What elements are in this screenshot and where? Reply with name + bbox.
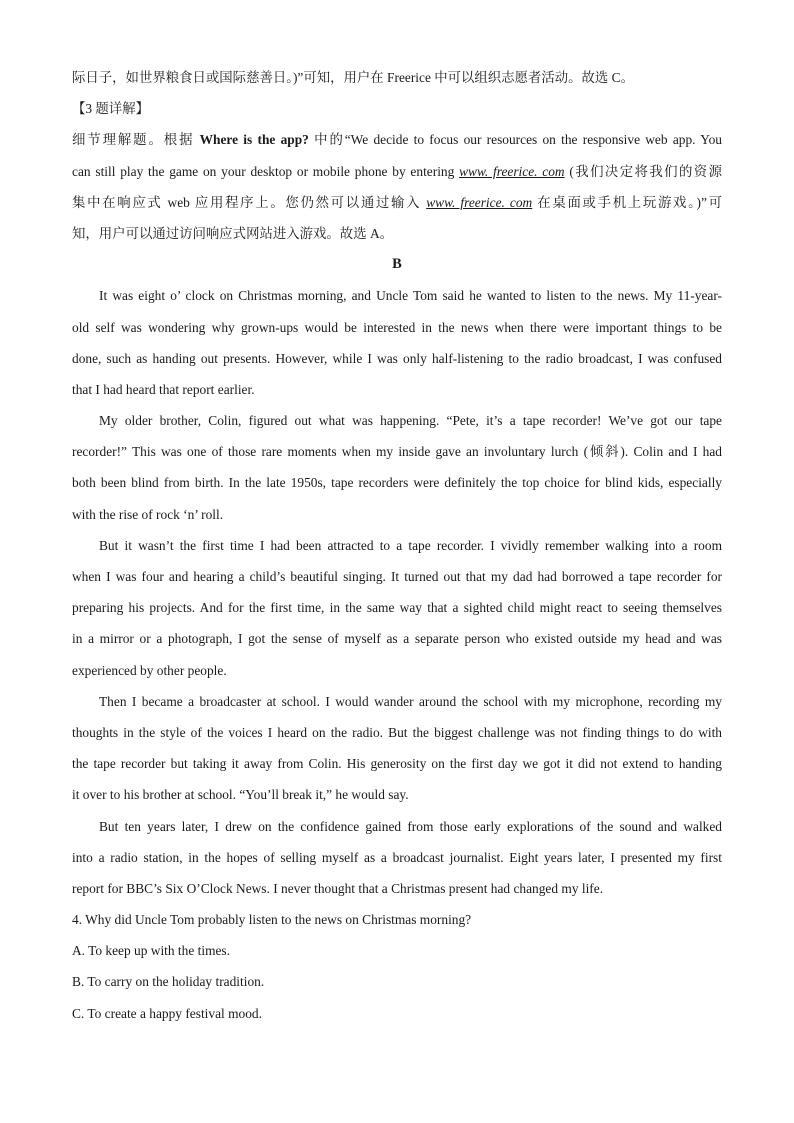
document-page <box>72 62 722 1029</box>
url-link[interactable]: www. freerice. com <box>426 194 533 210</box>
passage-line: experienced by other people. <box>72 662 227 678</box>
solution-line-2-b: 中的“We decide to focus our resources on the responsive web app. You <box>308 132 722 148</box>
passage-line: thoughts in the style of the voices I heard on the radio. But the biggest challenge was not finding things to do with <box>72 724 722 740</box>
passage-line: preparing his projects. And for the first time, in the same way that a sighted child might react to seeing themselves <box>72 600 722 616</box>
solution-line-4-a: 集中在响应式 web 应用程序上。您仍然可以通过输入 <box>72 194 427 210</box>
passage-line: it over to his brother at school. “You’ll break it,” he would say. <box>72 787 409 803</box>
passage-line: But ten years later, I drew on the confidence gained from those early explorations of the sound and walked <box>99 818 722 834</box>
passage-line: when I was four and hearing a child’s beautiful singing. It turned out that my dad had borrowed a tape recorder for <box>72 569 722 584</box>
passage-line: done, such as handing out presents. However, while I was only half-listening to the radio broadcast, I was confused <box>72 350 722 366</box>
solution-line-5: 知，用户可以通过访问响应式网站进入游戏。故选 A。 <box>72 225 394 241</box>
section-heading: B <box>392 256 402 273</box>
passage-line: recorder!” This was one of those rare moments when my inside gave an involuntary lurch (倾斜). Colin and I had <box>72 444 722 460</box>
solution-line-3-a: can still play the game on your desktop or mobile phone by entering <box>72 163 460 179</box>
solution-line-3-b: (我们决定将我们的资源 <box>564 163 722 179</box>
passage-line: It was eight o’ clock on Christmas morning, and Uncle Tom said he wanted to listen to the news. My 11-year- <box>99 288 722 304</box>
passage-line: that I had heard that report earlier. <box>72 381 255 397</box>
option-a[interactable]: A. To keep up with the times. <box>72 943 230 959</box>
solution-line-2-a: 细节理解题。根据 <box>72 132 200 148</box>
solution-line-1: 际日子，如世界粮食日或国际慈善日。)”可知，用户在 Freerice 中可以组织志愿者活动。故选 C。 <box>72 70 634 85</box>
solution-header-3: 【3 题详解】 <box>72 101 149 117</box>
option-b[interactable]: B. To carry on the holiday tradition. <box>72 974 265 990</box>
passage-line: into a radio station, in the hopes of selling myself as a broadcast journalist. Eight years later, I presented my first <box>72 849 722 865</box>
solution-line-2 <box>72 124 722 155</box>
passage-line: both been blind from birth. In the late 1950s, tape recorders were definitely the top choice for blind kids, especially <box>72 475 722 491</box>
passage-line: report for BBC’s Six O’Clock News. I never thought that a Christmas present had changed my life. <box>72 880 604 896</box>
solution-line-4 <box>72 187 722 218</box>
passage-line: My older brother, Colin, figured out what was happening. “Pete, it’s a tape recorder! We’ve got our tape <box>99 413 722 429</box>
question-stem: 4. Why did Uncle Tom probably listen to the news on Christmas morning? <box>72 912 472 928</box>
solution-bold-question: Where is the app? <box>199 132 309 148</box>
passage-line: But it wasn’t the first time I had been attracted to a tape recorder. I vividly remember walking into a room <box>99 537 722 553</box>
passage-line: the tape recorder but taking it away from Colin. His generosity on the first day we got it did not extend to handing <box>72 756 722 772</box>
passage-line: Then I became a broadcaster at school. I would wander around the school with my microphone, recording my <box>99 693 722 709</box>
passage-line: with the rise of rock ‘n’ roll. <box>72 506 224 522</box>
passage-line: in a mirror or a photograph, I got the sense of myself as a separate person who existed outside my head and was <box>72 631 722 647</box>
passage-line: old self was wondering why grown-ups would be interested in the news when there were important things to be <box>72 319 722 335</box>
solution-line-4-b: 在桌面或手机上玩游戏。)”可 <box>532 194 722 210</box>
solution-line-3 <box>72 156 722 187</box>
url-link[interactable]: www. freerice. com <box>459 163 565 179</box>
option-c[interactable]: C. To create a happy festival mood. <box>72 1005 262 1021</box>
